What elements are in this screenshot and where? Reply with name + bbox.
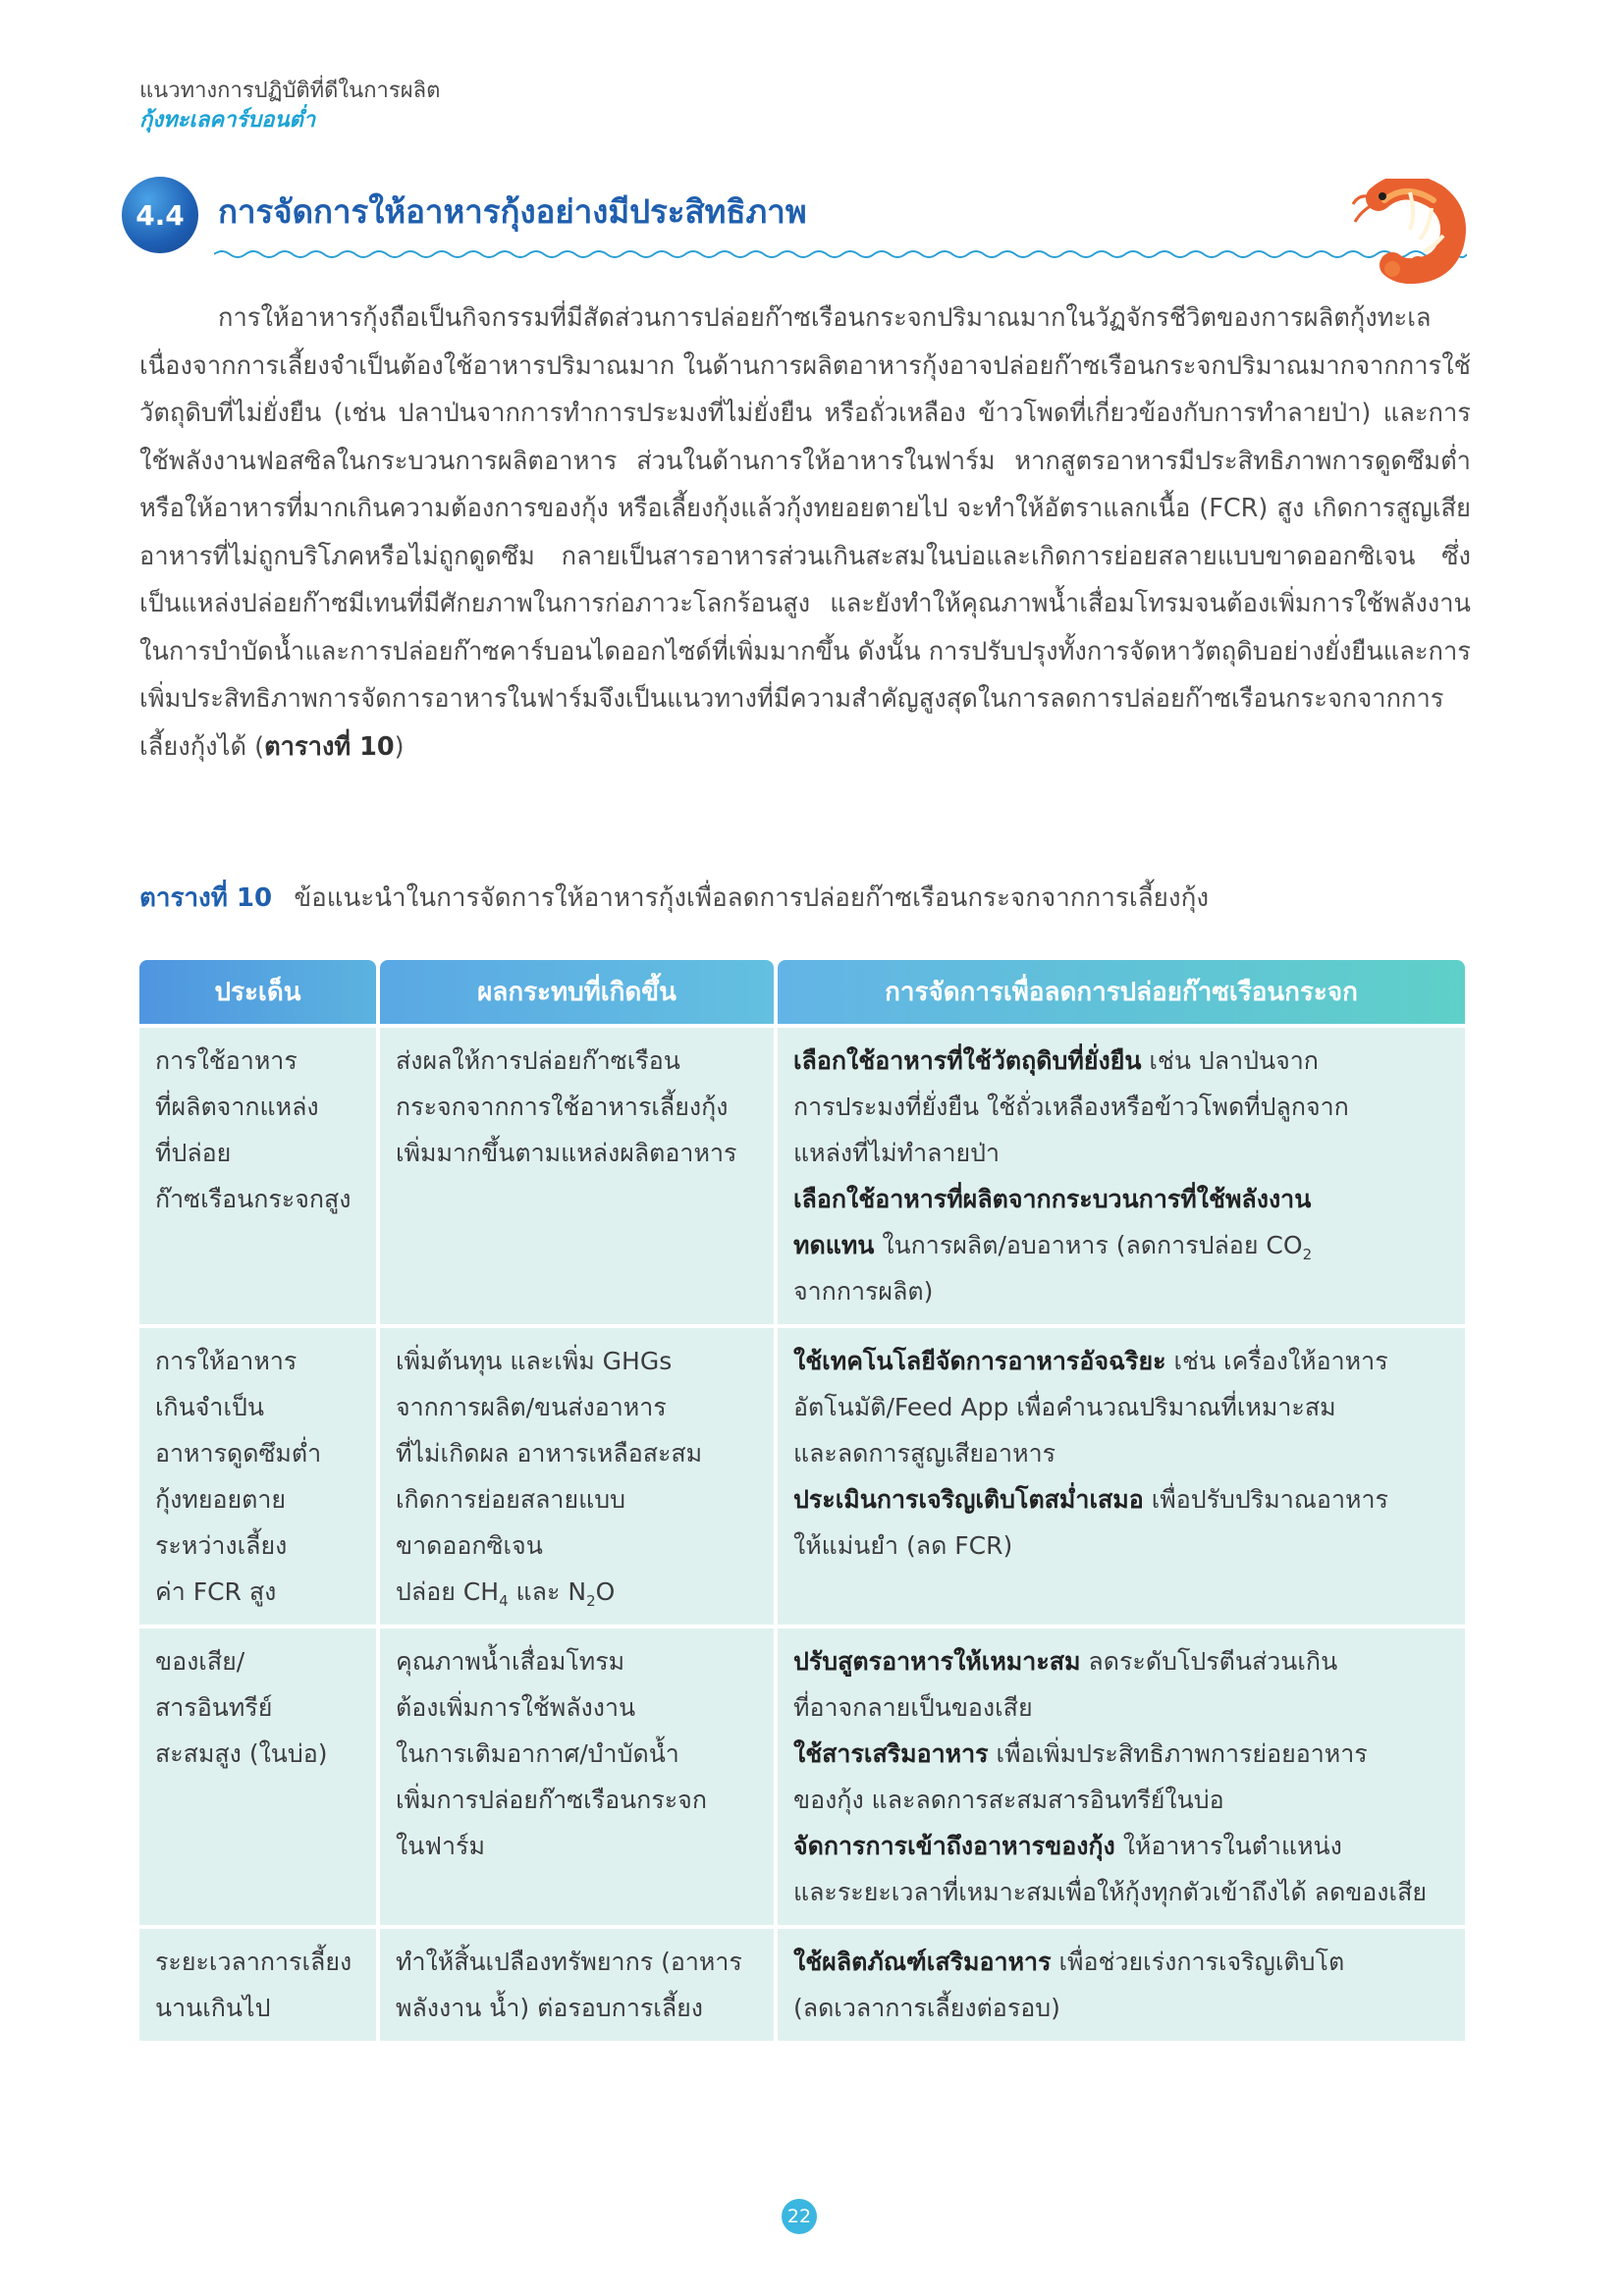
shrimp-icon [1349,179,1467,287]
table-reference: ตารางที่ 10 [264,731,395,762]
cell-line: เพิ่มการปล่อยก๊าซเรือนกระจก [396,1786,707,1814]
cell-line: ในการเติมอากาศ/บำบัดน้ำ [396,1739,679,1768]
cell-line: และระยะเวลาที่เหมาะสมเพื่อให้กุ้งทุกตัวเข้าถึงได้ ลดของเสีย [793,1878,1427,1906]
cell-line: ต้องเพิ่มการใช้พลังงาน [396,1693,636,1722]
issue-cell [139,1629,376,1925]
cell-line: ทำให้สิ้นเปลืองทรัพยากร (อาหาร [396,1948,742,1976]
cell-line: ของเสีย/ [155,1647,245,1676]
cell-line: กระจกจากการใช้อาหารเลี้ยงกุ้ง [396,1093,729,1121]
page-number: 22 [782,2199,817,2234]
cell-text: ในการผลิต/อบอาหาร (ลดการปล่อย CO [874,1231,1303,1259]
cell-line: ให้แม่นยำ (ลด FCR) [793,1531,1013,1560]
cell-line: เพิ่มมากขึ้นตามแหล่งผลิตอาหาร [396,1139,737,1167]
cell-line: กุ้งทยอยตาย [155,1485,287,1514]
cell-line: ที่ปล่อย [155,1139,232,1167]
cell-line [793,1222,1451,1268]
table-caption-label: ตารางที่ 10 [139,883,273,913]
cell-line: แหล่งที่ไม่ทำลายป่า [793,1139,1001,1167]
management-cell [778,1028,1465,1324]
cell-line: การใช้อาหาร [155,1046,298,1075]
cell-line: เพิ่มต้นทุน และเพิ่ม GHGs [396,1347,673,1375]
cell-line: ระหว่างเลี้ยง [155,1531,288,1560]
cell-bold-text: จัดการการเข้าถึงอาหารของกุ้ง [793,1832,1115,1860]
management-cell [778,1929,1465,2041]
cell-line: ค่า FCR สูง [155,1577,277,1606]
cell-line: ส่งผลให้การปล่อยก๊าซเรือน [396,1046,680,1075]
cell-text: ให้อาหารในตำแหน่ง [1114,1832,1342,1860]
section-title: การจัดการให้อาหารกุ้งอย่างมีประสิทธิภาพ [218,192,807,231]
cell-line: ที่ผลิตจากแหล่ง [155,1093,319,1121]
cell-line [793,1476,1451,1522]
subscript: 2 [1302,1246,1313,1263]
management-cell [778,1328,1465,1625]
cell-line [793,1939,1451,1985]
table-caption-text: ข้อแนะนำในการจัดการให้อาหารกุ้งเพื่อลดการปล่อยก๊าซเรือนกระจกจากการเลี้ยงกุ้ง [294,883,1210,913]
cell-line [793,1638,1451,1684]
cell-bold-text: ใช้สารเสริมอาหาร [793,1739,989,1768]
column-header-impact: ผลกระทบที่เกิดขึ้น [380,960,774,1024]
cell-line [396,1569,760,1615]
cell-line: การประมงที่ยั่งยืน ใช้ถั่วเหลืองหรือข้าวโพดที่ปลูกจาก [793,1093,1349,1121]
intro-close: ) [394,731,405,762]
impact-cell [380,1929,774,2041]
cell-line: สารอินทรีย์ [155,1693,273,1722]
cell-bold-text: ทดแทน [793,1231,875,1259]
cell-bold-text: ใช้ผลิตภัณฑ์เสริมอาหาร [793,1948,1052,1976]
cell-text: เช่น ปลาป่นจาก [1141,1046,1319,1075]
cell-line: เกินจำเป็น [155,1393,264,1421]
table-row [139,1929,1465,2041]
running-header [139,77,440,135]
cell-line [793,1731,1451,1777]
cell-line: การให้อาหาร [155,1347,298,1375]
intro-text: การให้อาหารกุ้งถือเป็นกิจกรรมที่มีสัดส่วนการปล่อยก๊าซเรือนกระจกปริมาณมากในวัฏจักรชีวิตของการผลิตกุ้งทะเล เนื่องจากการเลี้ยงจำเป็นต้องใช้อาหารปริมาณมาก ในด้านการผลิตอาหารกุ้งอาจปล่อยก๊าซเรือนกระจกปริมาณมากจากการใช้วัตถุดิบที่ไม่ยั่งยืน (เช่น ปลาป่นจากการทำการประมงที่ไม่ยั่งยืน หรือถั่วเหลือง ข้าวโพดที่เกี่ยวข้องกับการทำลายป่า) และการใช้พลังงานฟอสซิลในกระบวนการผลิตอาหาร ส่วนในด้านการให้อาหารในฟาร์ม หากสูตรอาหารมีประสิทธิภาพการดูดซึมต่ำ หรือให้อาหารที่มากเกินความต้องการของกุ้ง หรือเลี้ยงกุ้งแล้วกุ้งทยอยตายไป จะทำให้อัตราแลกเนื้อ (FCR) สูง เกิดการสูญเสียอาหารที่ไม่ถูกบริโภคหรือไม่ถูกดูดซึม กลายเป็นสารอาหารส่วนเกินสะสมในบ่อและเกิดการย่อยสลายแบบขาดออกซิเจน ซึ่งเป็นแหล่งปล่อยก๊าซมีเทนที่มีศักยภาพในการก่อภาวะโลกร้อนสูง และยังทำให้คุณภาพน้ำเสื่อมโทรมจนต้องเพิ่มการใช้พลังงานในการบำบัดน้ำและการปล่อยก๊าซคาร์บอนไดออกไซด์ที่เพิ่มมากขึ้น ดังนั้น การปรับปรุงทั้งการจัดหาวัตถุดิบอย่างยั่งยืนและการเพิ่มประสิทธิภาพการจัดการอาหารในฟาร์มจึงเป็นแนวทางที่มีความสำคัญสูงสุดในการลดการปล่อยก๊าซเรือนกระจกจากการเลี้ยงกุ้งได้ ( [139,303,1471,762]
issue-cell [139,1028,376,1324]
cell-line [793,1176,1451,1222]
cell-line: ที่ไม่เกิดผล อาหารเหลือสะสม [396,1439,703,1468]
cell-bold-text: ประเมินการเจริญเติบโตสม่ำเสมอ [793,1485,1144,1514]
subscript: 2 [586,1592,596,1610]
cell-text: ปล่อย CH [396,1577,500,1606]
cell-line: ที่อาจกลายเป็นของเสีย [793,1693,1033,1722]
cell-line: และลดการสูญเสียอาหาร [793,1439,1056,1468]
table-row [139,1028,1465,1324]
impact-cell [380,1028,774,1324]
issue-cell [139,1328,376,1625]
impact-cell [380,1328,774,1625]
cell-line: ของกุ้ง และลดการสะสมสารอินทรีย์ในบ่อ [793,1786,1224,1814]
cell-line: ระยะเวลาการเลี้ยง [155,1948,352,1976]
cell-text: เพื่อช่วยเร่งการเจริญเติบโต [1051,1948,1345,1976]
cell-line: ขาดออกซิเจน [396,1531,543,1560]
cell-line: อัตโนมัติ/Feed App เพื่อคำนวณปริมาณที่เหมาะสม [793,1393,1336,1421]
cell-text: ลดระดับโปรตีนส่วนเกิน [1080,1647,1338,1676]
column-header-management: การจัดการเพื่อลดการปล่อยก๊าซเรือนกระจก [778,960,1465,1024]
cell-line: อาหารดูดซึมต่ำ [155,1439,322,1468]
wave-divider-icon [214,247,1467,261]
subscript: 4 [499,1592,509,1610]
cell-line: นานเกินไป [155,1994,271,2022]
cell-text: เพื่อปรับปริมาณอาหาร [1143,1485,1388,1514]
column-header-issue: ประเด็น [139,960,376,1024]
cell-bold-text: ปรับสูตรอาหารให้เหมาะสม [793,1647,1081,1676]
cell-line: ในฟาร์ม [396,1832,485,1860]
section-number-badge: 4.4 [122,177,198,253]
cell-line: (ลดเวลาการเลี้ยงต่อรอบ) [793,1994,1060,2022]
cell-line [793,1338,1451,1384]
cell-line: สะสมสูง (ในบ่อ) [155,1739,328,1768]
cell-line: เกิดการย่อยสลายแบบ [396,1485,625,1514]
issue-cell [139,1929,376,2041]
intro-paragraph [139,294,1471,771]
cell-bold-text: ใช้เทคโนโลยีจัดการอาหารอัจฉริยะ [793,1347,1166,1375]
cell-line [793,1038,1451,1084]
running-header-subtitle: กุ้งทะเลคาร์บอนต่ำ [139,108,316,133]
cell-line: จากการผลิต/ขนส่งอาหาร [396,1393,667,1421]
impact-cell [380,1629,774,1925]
recommendation-table [139,960,1465,2041]
management-cell [778,1629,1465,1925]
cell-text: เพื่อเพิ่มประสิทธิภาพการย่อยอาหาร [988,1739,1368,1768]
cell-line: จากการผลิต) [793,1277,934,1306]
table-row [139,1629,1465,1925]
cell-line: คุณภาพน้ำเสื่อมโทรม [396,1647,625,1676]
cell-line [793,1823,1451,1869]
table-caption [139,878,1209,918]
cell-line: พลังงาน น้ำ) ต่อรอบการเลี้ยง [396,1994,704,2022]
cell-bold-text: เลือกใช้อาหารที่ใช้วัตถุดิบที่ยั่งยืน [793,1046,1142,1075]
cell-text: O [595,1577,616,1606]
cell-bold-text: เลือกใช้อาหารที่ผลิตจากกระบวนการที่ใช้พลังงาน [793,1185,1312,1213]
cell-text: และ N [508,1577,587,1606]
table-row [139,1328,1465,1625]
cell-line: ก๊าซเรือนกระจกสูง [155,1185,352,1213]
table-header-row [139,960,1465,1024]
cell-text: เช่น เครื่องให้อาหาร [1165,1347,1388,1375]
running-header-title: แนวทางการปฏิบัติที่ดีในการผลิต [139,79,441,103]
